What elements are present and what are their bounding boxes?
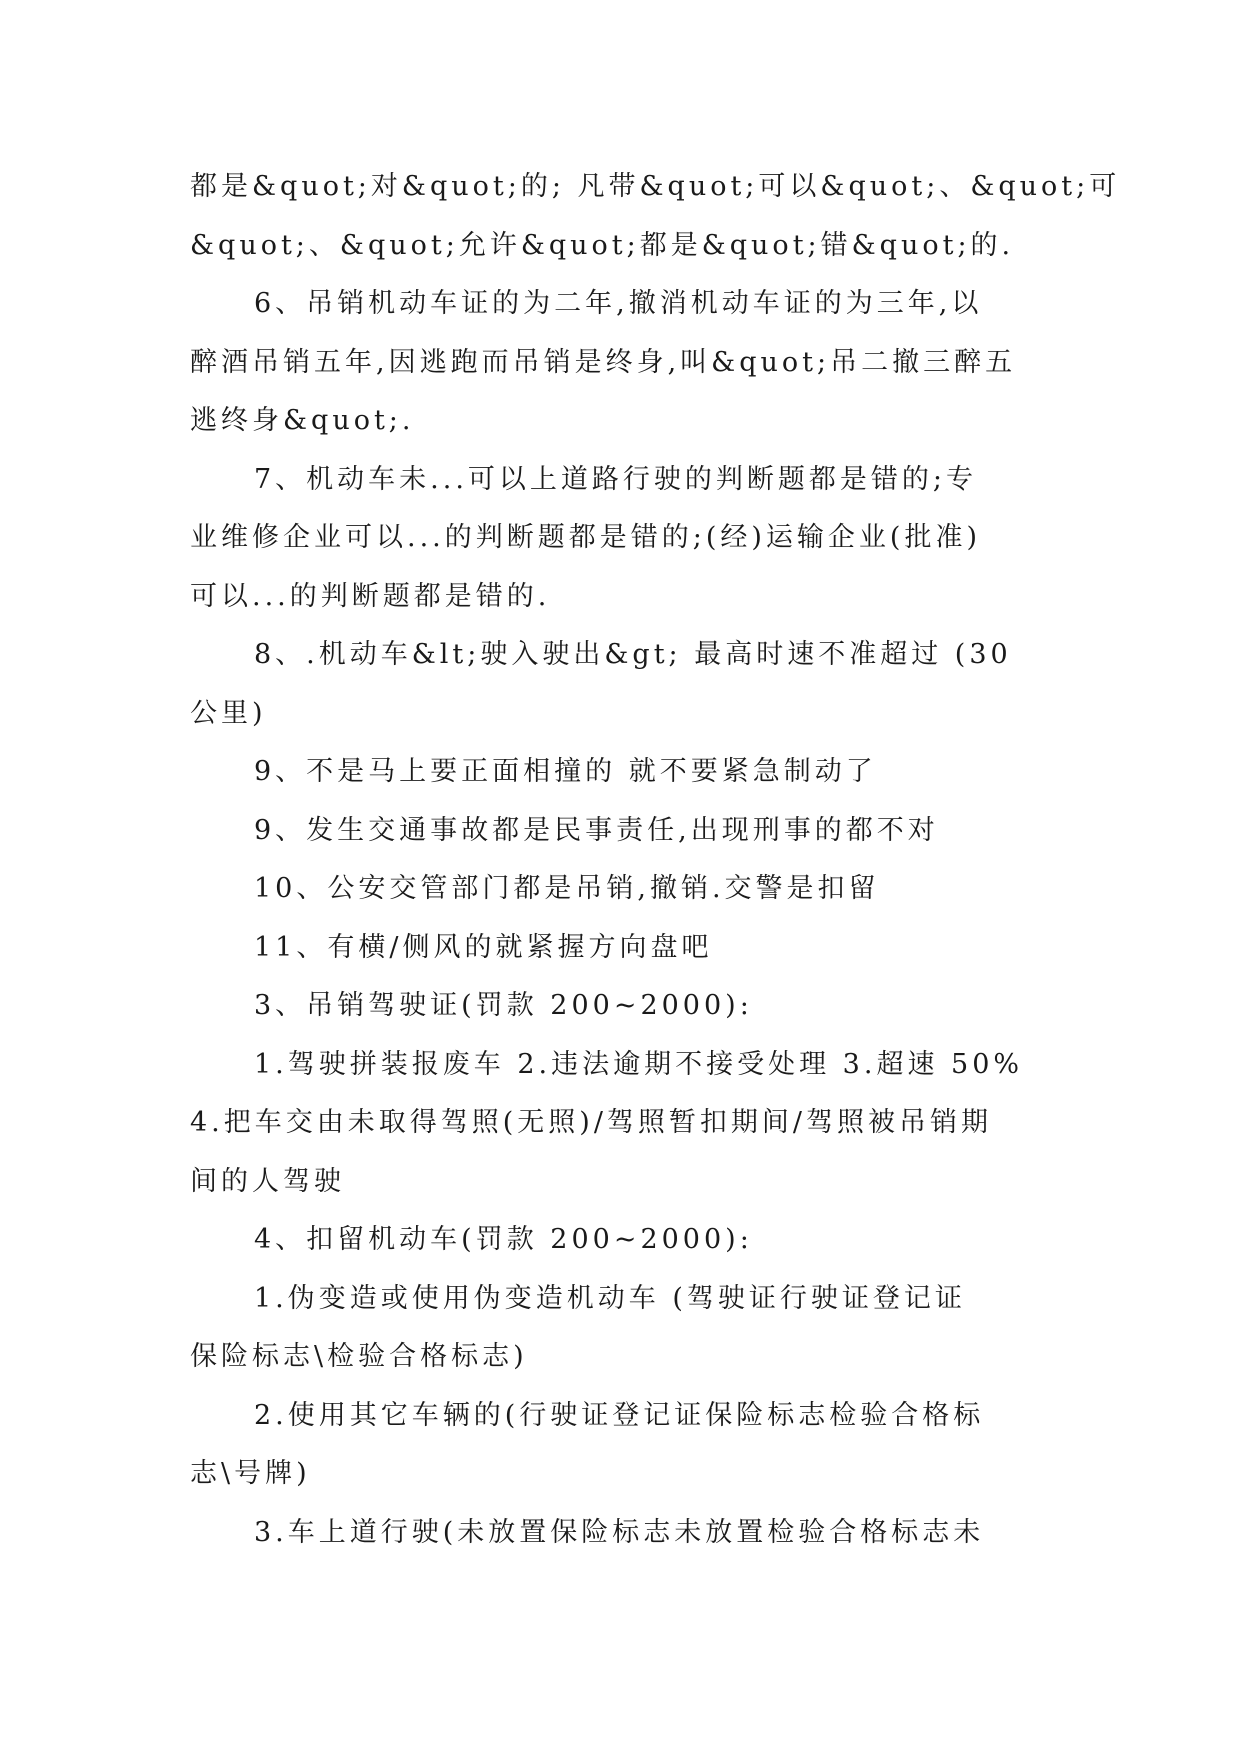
text-line: 3.车上道行驶(未放置保险标志未放置检验合格标志未 bbox=[254, 1516, 985, 1548]
text-line: 间的人驾驶 bbox=[190, 1165, 345, 1197]
text-line: 11、有横/侧风的就紧握方向盘吧 bbox=[254, 931, 713, 963]
text-line: 都是&quot;对&quot;的; 凡带&quot;可以&quot;、&quot;可 bbox=[190, 171, 1121, 202]
text-line: 2.使用其它车辆的(行驶证登记证保险标志检验合格标 bbox=[254, 1399, 985, 1431]
text-line: 可以...的判断题都是错的. bbox=[190, 580, 551, 612]
text-line: 7、机动车未...可以上道路行驶的判断题都是错的;专 bbox=[254, 463, 978, 495]
text-line: &quot;、&quot;允许&quot;都是&quot;错&quot;的. bbox=[190, 229, 1015, 261]
text-line: 逃终身&quot;. bbox=[190, 405, 415, 436]
text-line: 1.驾驶拼装报废车 2.违法逾期不接受处理 3.超速 50% bbox=[254, 1048, 1024, 1080]
text-line: 10、公安交管部门都是吊销,撤销.交警是扣留 bbox=[254, 873, 880, 904]
text-line: 4.把车交由未取得驾照(无照)/驾照暂扣期间/驾照被吊销期 bbox=[190, 1107, 993, 1138]
text-line: 公里) bbox=[190, 697, 267, 729]
text-line: 4、扣留机动车(罚款 200~2000): bbox=[254, 1224, 753, 1255]
document-body bbox=[190, 158, 1121, 1562]
text-line: 醉酒吊销五年,因逃跑而吊销是终身,叫&quot;吊二撤三醉五 bbox=[190, 346, 1017, 378]
text-line: 志\号牌) bbox=[190, 1458, 311, 1489]
text-line: 业维修企业可以...的判断题都是错的;(经)运输企业(批准) bbox=[190, 522, 981, 553]
text-line: 3、吊销驾驶证(罚款 200~2000): bbox=[254, 990, 753, 1021]
text-line: 1.伪变造或使用伪变造机动车 (驾驶证行驶证登记证 bbox=[254, 1282, 966, 1314]
text-line: 9、不是马上要正面相撞的 就不要紧急制动了 bbox=[254, 756, 877, 787]
text-line: 8、.机动车&lt;驶入驶出&gt; 最高时速不准超过 (30 bbox=[254, 639, 1012, 670]
text-line: 9、发生交通事故都是民事责任,出现刑事的都不对 bbox=[254, 814, 939, 846]
text-line: 6、吊销机动车证的为二年,撤消机动车证的为三年,以 bbox=[254, 288, 983, 319]
text-line: 保险标志\检验合格标志) bbox=[190, 1341, 528, 1372]
